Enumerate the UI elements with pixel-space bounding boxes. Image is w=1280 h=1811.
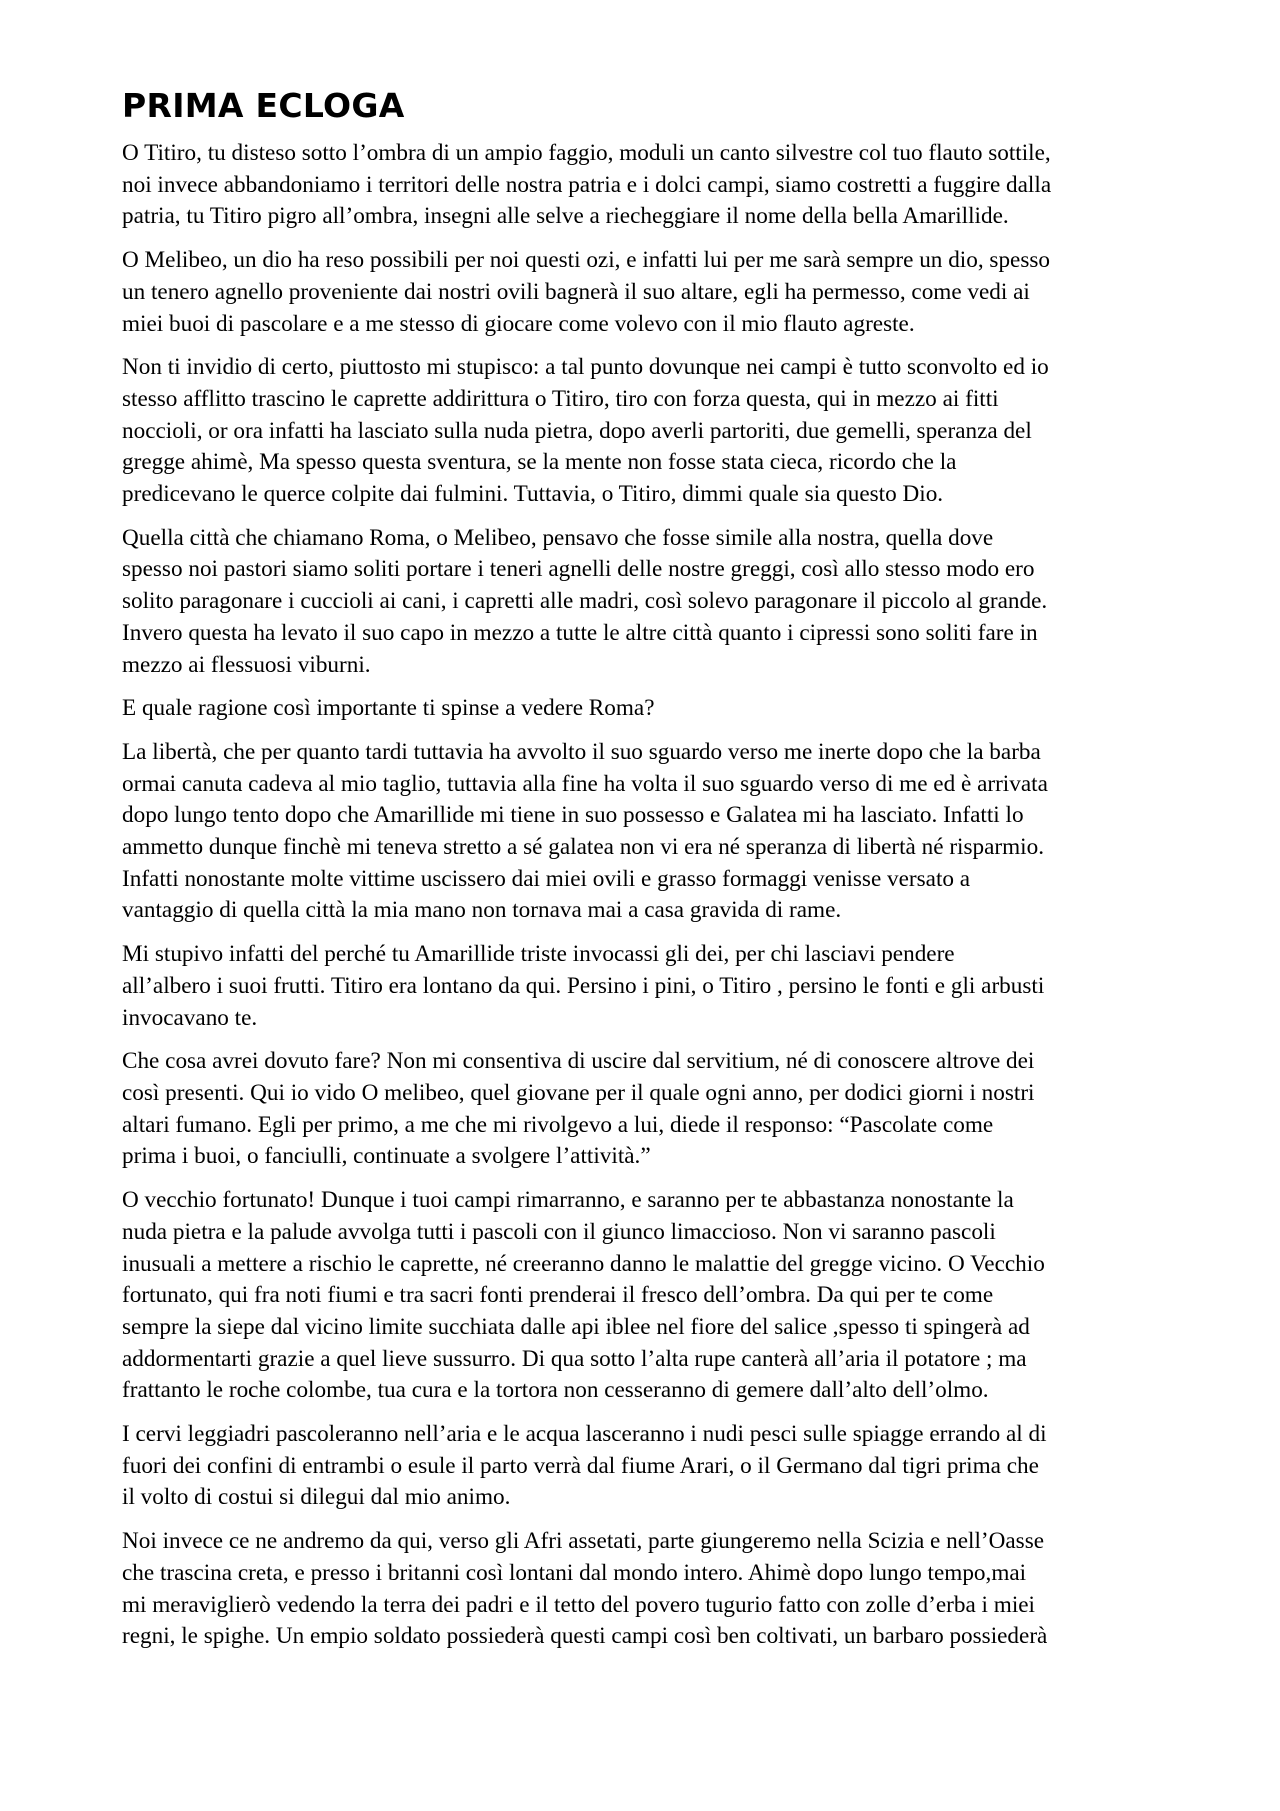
paragraph: [122, 523, 1162, 682]
text-line: che trascina creta, e presso i britanni così lontani dal mondo intero. Ahimè dopo lungo tempo,mai: [122, 1559, 1027, 1586]
text-line: Quella città che chiamano Roma, o Melibeo, pensavo che fosse simile alla nostra, quella dove: [122, 524, 994, 551]
text-line: dopo lungo tento dopo che Amarillide mi tiene in suo possesso e Galatea mi ha lasciato. Infatti lo: [122, 802, 1024, 829]
text-line: Non ti invidio di certo, piuttosto mi stupisco: a tal punto dovunque nei campi è tutto sconvolto ed io: [122, 354, 1049, 381]
text-line: prima i buoi, o fanciulli, continuate a svolgere l’attività.”: [122, 1143, 651, 1170]
text-line: Noi invece ce ne andremo da qui, verso gli Afri assetati, parte giungeremo nella Scizia e nell’Oasse: [122, 1528, 1045, 1555]
paragraph: [122, 1526, 1162, 1653]
text-line: miei buoi di pascolare e a me stesso di giocare come volevo con il mio flauto agreste.: [122, 310, 915, 337]
text-line: gregge ahimè, Ma spesso questa sventura, se la mente non fosse stata cieca, ricordo che la: [122, 449, 957, 476]
text-line: nuda pietra e la palude avvolga tutti i pascoli con il giunco limaccioso. Non vi saranno pascoli: [122, 1218, 996, 1245]
text-line: patria, tu Titiro pigro all’ombra, insegni alle selve a riecheggiare il nome della bella Amarillide.: [122, 203, 1009, 230]
paragraph: [122, 138, 1162, 233]
text-line: stesso afflitto trascino le caprette addirittura o Titiro, tiro con forza questa, qui in mezzo ai fitti: [122, 385, 999, 412]
text-line: all’albero i suoi frutti. Titiro era lontano da qui. Persino i pini, o Titiro , persino le fonti e gli arbusti: [122, 972, 1045, 999]
document-body: [122, 86, 1162, 1665]
paragraph: [122, 693, 1162, 725]
text-line: Mi stupivo infatti del perché tu Amarillide triste invocassi gli dei, per chi lasciavi pendere: [122, 941, 955, 968]
text-line: O Melibeo, un dio ha reso possibili per noi questi ozi, e infatti lui per me sarà sempre un dio, spesso: [122, 247, 1050, 274]
text-line: sempre la siepe dal vicino limite succhiata dalle api iblee nel fiore del salice ,spesso ti spingerà ad: [122, 1313, 1030, 1340]
paragraph: [122, 939, 1162, 1034]
text-line: spesso noi pastori siamo soliti portare i teneri agnelli delle nostre greggi, così allo stesso modo ero: [122, 556, 1035, 583]
text-line: mezzo ai flessuosi viburni.: [122, 651, 371, 678]
text-line: Infatti nonostante molte vittime uscissero dai miei ovili e grasso formaggi venisse versato a: [122, 865, 971, 892]
text-line: O Titiro, tu disteso sotto l’ombra di un ampio faggio, moduli un canto silvestre col tuo flauto sottile,: [122, 140, 1051, 166]
text-line: fuori dei confini di entrambi o esule il parto verrà dal fiume Arari, o il Germano dal tigri prima che: [122, 1452, 1039, 1479]
text-line: ormai canuta cadeva al mio taglio, tuttavia alla fine ha volta il suo sguardo verso di me ed è arrivata: [122, 770, 1048, 797]
document-title: PRIMA ECLOGA: [122, 86, 405, 125]
paragraph: [122, 1046, 1162, 1173]
text-line: noccioli, or ora infatti ha lasciato sulla nuda pietra, dopo averli partoriti, due gemelli, speranza del: [122, 417, 1032, 444]
paragraph: [122, 737, 1162, 927]
text-line: vantaggio di quella città la mia mano non tornava mai a casa gravida di rame.: [122, 897, 842, 924]
text-line: La libertà, che per quanto tardi tuttavia ha avvolto il suo sguardo verso me inerte dopo che la barba: [122, 738, 1041, 765]
text-line: noi invece abbandoniamo i territori delle nostra patria e i dolci campi, siamo costretti a fuggire dalla: [122, 171, 1052, 198]
paragraph-list: [122, 138, 1162, 1653]
text-line: Che cosa avrei dovuto fare? Non mi consentiva di uscire dal servitium, né di conoscere altrove dei: [122, 1048, 1035, 1075]
paragraph: [122, 1185, 1162, 1407]
text-line: predicevano le querce colpite dai fulmini. Tuttavia, o Titiro, dimmi quale sia questo Dio.: [122, 481, 944, 508]
paragraph: [122, 245, 1162, 340]
text-line: I cervi leggiadri pascoleranno nell’aria e le acqua lasceranno i nudi pesci sulle spiagge errando al di: [122, 1421, 1047, 1448]
text-line: solito paragonare i cuccioli ai cani, i capretti alle madri, così solevo paragonare il piccolo al grande.: [122, 588, 1048, 615]
text-line: E quale ragione così importante ti spinse a vedere Roma?: [122, 695, 655, 722]
text-line: fortunato, qui fra noti fiumi e tra sacri fonti prenderai il fresco dell’ombra. Da qui per te come: [122, 1282, 994, 1309]
text-line: regni, le spighe. Un empio soldato possiederà questi campi così ben coltivati, un barbaro possiederà: [122, 1623, 1048, 1650]
text-line: frattanto le roche colombe, tua cura e la tortora non cesseranno di gemere dall’alto dell’olmo.: [122, 1377, 989, 1404]
text-line: il volto di costui si dilegui dal mio animo.: [122, 1484, 511, 1511]
text-line: invocavano te.: [122, 1004, 258, 1031]
text-line: così presenti. Qui io vido O melibeo, quel giovane per il quale ogni anno, per dodici giorni i nostri: [122, 1079, 1035, 1106]
text-line: O vecchio fortunato! Dunque i tuoi campi rimarranno, e saranno per te abbastanza nonostante la: [122, 1187, 1014, 1214]
text-line: mi meraviglierò vedendo la terra dei padri e il tetto del povero tugurio fatto con zolle d’erba i miei: [122, 1591, 1035, 1618]
text-line: Invero questa ha levato il suo capo in mezzo a tutte le altre città quanto i cipressi sono soliti fare in: [122, 619, 1038, 646]
text-line: inusuali a mettere a rischio le caprette, né creeranno danno le malattie del gregge vicino. O Vecchio: [122, 1250, 1045, 1277]
paragraph: [122, 1419, 1162, 1514]
text-line: ammetto dunque finchè mi teneva stretto a sé galatea non vi era né speranza di libertà né risparmio.: [122, 834, 1044, 861]
text-line: addormentarti grazie a quel lieve sussurro. Di qua sotto l’alta rupe canterà all’aria il potatore ; ma: [122, 1345, 1027, 1372]
text-line: un tenero agnello proveniente dai nostri ovili bagnerà il suo altare, egli ha permesso, come vedi ai: [122, 278, 1030, 305]
text-line: altari fumano. Egli per primo, a me che mi rivolgevo a lui, diede il responso: “Pascolate come: [122, 1111, 994, 1138]
paragraph: [122, 352, 1162, 511]
